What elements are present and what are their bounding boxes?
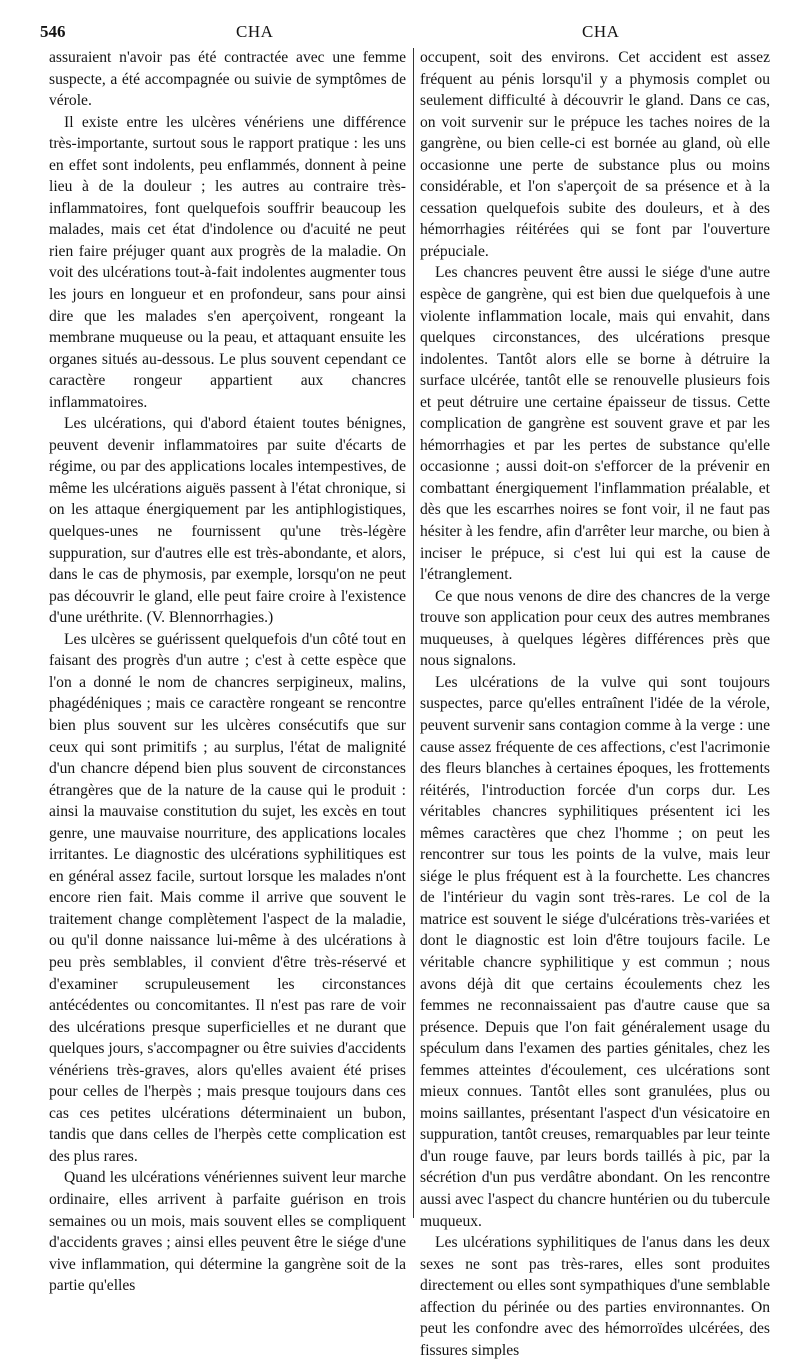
paragraph: Les ulcérations syphilitiques de l'anus dans les deux sexes ne sont pas très-rares, elles sont produites directement ou elles sont sympathiques d'une semblable affection du périnée ou des parties environnantes. On peut les confondre avec des hémorroïdes ulcérées, des fissures simples bbox=[420, 1234, 770, 1359]
right-column bbox=[420, 47, 770, 1361]
paragraph: occupent, soit des environs. Cet accident est assez fréquent au pénis lorsqu'il y a phymosis complet ou seulement difficulté à découvrir le gland. Dans ce cas, on voit survenir sur le prépuce les taches noires de la gangrène, ou bien celle-ci est bornée au gland, où elle occasionne une perte de substance plus ou moins considérable, et l'on s'aperçoit de sa présence et à la cessation quelquefois subite des douleurs, et à des hémorrhagies réitérées qui se font par l'ouverture prépuciale. bbox=[420, 49, 770, 260]
column-rule bbox=[413, 48, 414, 1218]
paragraph: Les ulcérations de la vulve qui sont toujours suspectes, parce qu'elles entraînent l'idée de la vérole, peuvent survenir sans contagion comme à la verge : une cause assez fréquente de ces affections, c'est l'acrimonie des fleurs blanches à certaines époques, les frottements réitérés, l'introduction forcée d'un corps dur. Les véritables chancres syphilitiques présentent ici les mêmes caractères que chez l'homme ; on peut les rencontrer sur tous les points de la vulve, mais leur siége le plus fréquent est à la fourchette. Les chancres de l'intérieur du vagin sont très-rares. Le col de la matrice est souvent le siége d'ulcérations très-variées et dont le diagnostic est loin d'être toujours facile. Le véritable chancre syphilitique y est commun ; nous avons déjà dit que certains écoulements chez les femmes ne reconnaissaient pas d'autre cause que sa présence. Depuis que l'on fait généralement usage du spéculum dans l'examen des parties génitales, chez les femmes atteintes d'écoulement, ces ulcérations sont mieux connues. Tantôt elles sont granulées, plus ou moins saillantes, présentant l'aspect d'un vésicatoire en suppuration, tantôt creuses, remarquables par leur teinte d'un rouge fauve, par leurs bords taillés à pic, par la sécrétion d'un pus verdâtre abondant. On les rencontre aussi avec l'aspect du chancre huntérien ou du tubercule muqueux. bbox=[420, 673, 770, 1230]
paragraph: Quand les ulcérations vénériennes suivent leur marche ordinaire, elles arrivent à parfaite guérison en trois semaines ou un mois, mais souvent elles se compliquent d'accidents graves ; ainsi elles peuvent être le siége d'une vive inflammation, qui détermine la gangrène soit de la partie qu'elles bbox=[49, 1169, 406, 1295]
paragraph: Les ulcères se guérissent quelquefois d'un côté tout en faisant des progrès d'un autre ; c'est à cette espèce que l'on a donné le nom de chancres serpigineux, malins, phagédéniques ; mais ce caractère rongeant se rencontre bien plus souvent sur les ulcères consécutifs que sur ceux qui sont primitifs ; au surplus, l'état de malignité d'un chancre dépend bien plus souvent de circonstances étrangères que de la nature de la cause qui le produit : ainsi la mauvaise constitution du sujet, les excès en tout genre, une mauvaise nourriture, des applications locales irritantes. Le diagnostic des ulcérations syphilitiques est en général assez facile, surtout lorsque les malades n'ont encore rien fait. Mais comme il arrive que souvent le traitement change complètement l'aspect de la maladie, ou qu'il donne naissance lui-même à des ulcérations à peu près semblables, il convient d'être très-réservé et d'examiner scrupuleusement les circonstances antécédentes ou concomitantes. Il n'est pas rare de voir des ulcérations presque superficielles et ne durant que quelques jours, s'accompagner ou être suivies d'accidents vénériens très-graves, alors qu'elles avaient été prises pour celles de l'herpès ; mais presque toujours dans ces cas ces petites ulcérations déterminaient un bubon, tandis que dans celles de l'herpès cette complication est des plus rares. bbox=[49, 630, 406, 1165]
paragraph: Il existe entre les ulcères vénériens une différence très-importante, surtout sous le rapport pratique : les uns en effet sont indolents, peu enflammés, donnent à peine lieu à de la douleur ; les autres au contraire très-inflammatoires, font quelquefois souffrir beaucoup les malades, mais cet état d'indolence ou d'acuité ne peut rien faire préjuger quant aux progrès de la maladie. On voit des ulcérations tout-à-fait indolentes augmenter tous les jours en longueur et en profondeur, sans pour ainsi dire que les malades s'en aperçoivent, rongeant la membrane muqueuse ou la peau, et attaquant ensuite les organes situés au-dessous. Le plus souvent cependant ce caractère rongeur appartient aux chancres inflammatoires. bbox=[49, 113, 406, 411]
running-head-left: CHA bbox=[236, 22, 274, 41]
page-number: 546 bbox=[40, 22, 66, 41]
paragraph: assuraient n'avoir pas été contractée avec une femme suspecte, a été accompagnée ou suivie de symptômes de vérole. bbox=[49, 49, 406, 110]
paragraph: Ce que nous venons de dire des chancres de la verge trouve son application pour ceux des autres membranes muqueuses, à quelques légères différences près que nous signalons. bbox=[420, 587, 770, 670]
page-header bbox=[0, 22, 800, 46]
paragraph: Les ulcérations, qui d'abord étaient toutes bénignes, peuvent devenir inflammatoires par suite d'écarts de régime, ou par des applications locales intempestives, de même les ulcérations aiguës passent à l'état chronique, si on les attaque énergiquement par les antiphlogistiques, quelques-unes ne fournissent qu'une très-légère suppuration, sur d'autres elle est très-abondante, et alors, dans le cas de phymosis, par exemple, lorsqu'on ne peut pas découvrir le gland, elle peut faire croire à l'existence d'une uréthrite. (V. Blennorrhagies.) bbox=[49, 415, 406, 627]
paragraph: Les chancres peuvent être aussi le siége d'une autre espèce de gangrène, qui est bien due quelquefois à une violente inflammation locale, mais qui envahit, dans quelques circonstances, des ulcérations presque indolentes. Tantôt alors elle se borne à détruire la surface ulcérée, tantôt elle se renouvelle plusieurs fois et peut détruire une certaine épaisseur de tissus. Cette complication de gangrène est souvent grave et par les hémorrhagies et par les pertes de substance qu'elle occasionne ; aussi doit-on s'efforcer de la prévenir en combattant énergiquement l'inflammation préalable, et dès que les escarrhes noires se font voir, il ne faut pas hésiter à les fendre, afin d'arrêter leur marche, ou bien à inciser le prépuce, si c'est lui qui est la cause de l'étranglement. bbox=[420, 264, 770, 584]
running-head-right: CHA bbox=[582, 22, 620, 41]
left-column bbox=[49, 47, 406, 1297]
